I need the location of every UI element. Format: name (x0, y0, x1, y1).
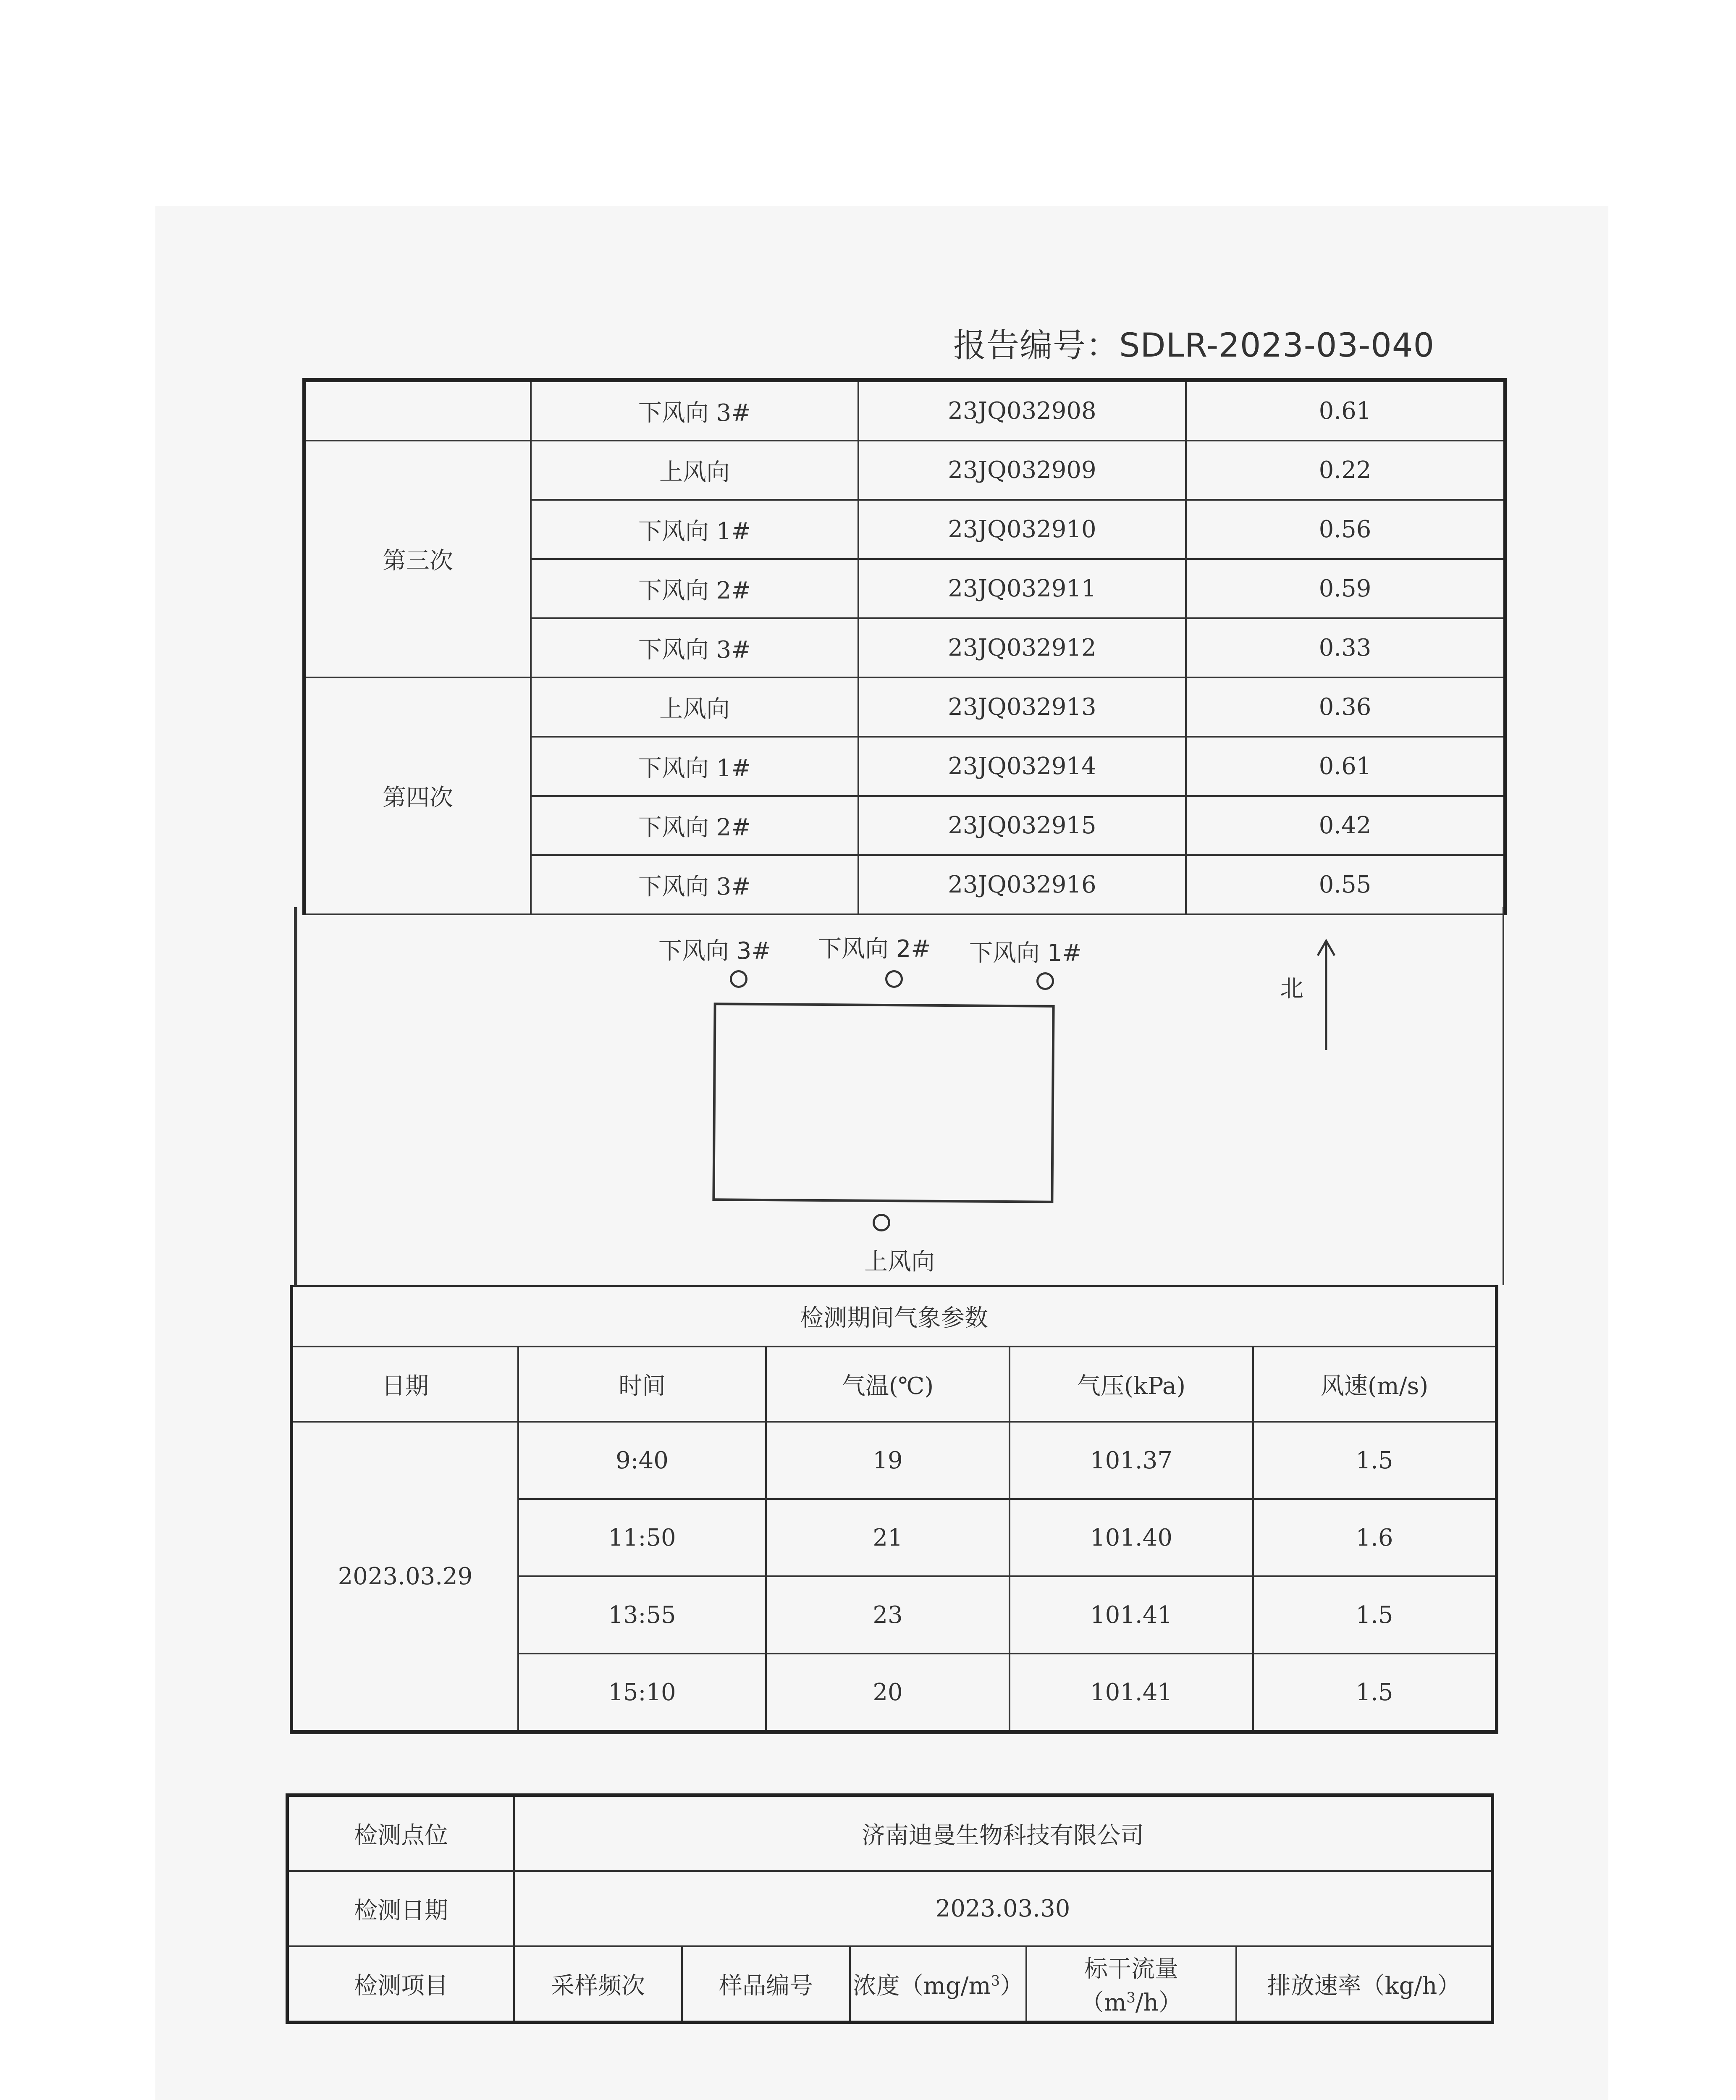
sample-id-cell: 23JQ032914 (858, 737, 1186, 796)
col-header: 风速(m/s) (1253, 1347, 1497, 1422)
north-arrow-icon (1314, 937, 1339, 1054)
wind-cell: 1.6 (1253, 1499, 1497, 1576)
downwind-2-label: 下风向 2# (818, 935, 931, 963)
upwind-label: 上风向 (864, 1248, 935, 1276)
sample-id-cell: 23JQ032909 (858, 441, 1186, 500)
col-header: 排放速率（kg/h） (1236, 1946, 1492, 2022)
sample-id-cell: 23JQ032908 (858, 380, 1186, 441)
time-cell: 9:40 (518, 1422, 766, 1499)
group-cell: 第四次 (304, 677, 531, 914)
wind-cell: 1.5 (1253, 1654, 1497, 1732)
value-cell: 0.61 (1186, 737, 1505, 796)
col-header: 样品编号 (682, 1946, 850, 2022)
value-cell: 0.56 (1186, 500, 1505, 559)
wind-cell: 1.5 (1253, 1576, 1497, 1654)
sample-results-table (302, 378, 1507, 915)
downwind-3-label: 下风向 3# (658, 937, 771, 965)
table-row (291, 1422, 1497, 1499)
temp-cell: 23 (766, 1576, 1010, 1654)
wind-cell: 1.5 (1253, 1422, 1497, 1499)
sample-id-cell: 23JQ032916 (858, 855, 1186, 914)
sample-id-cell: 23JQ032915 (858, 796, 1186, 855)
col-header: 时间 (518, 1347, 766, 1422)
col-header: 采样频次 (514, 1946, 682, 2022)
downwind-2-point-icon (885, 970, 903, 988)
table-row (304, 677, 1505, 737)
point-cell: 上风向 (531, 677, 858, 737)
weather-title: 检测期间气象参数 (291, 1286, 1497, 1347)
time-cell: 15:10 (518, 1654, 766, 1732)
table-row (304, 380, 1505, 441)
value-cell: 0.61 (1186, 380, 1505, 441)
sample-id-cell: 23JQ032911 (858, 559, 1186, 618)
site-value: 济南迪曼生物科技有限公司 (514, 1795, 1492, 1871)
value-cell: 0.42 (1186, 796, 1505, 855)
date-cell: 2023.03.29 (291, 1422, 518, 1732)
time-cell: 13:55 (518, 1576, 766, 1654)
sample-id-cell: 23JQ032912 (858, 618, 1186, 677)
value-cell: 0.33 (1186, 618, 1505, 677)
table-row (304, 441, 1505, 500)
group-cell (304, 380, 531, 441)
pressure-cell: 101.41 (1010, 1576, 1253, 1654)
downwind-3-point-icon (730, 970, 747, 988)
time-cell: 11:50 (518, 1499, 766, 1576)
point-cell: 下风向 2# (531, 559, 858, 618)
point-cell: 下风向 2# (531, 796, 858, 855)
point-cell: 下风向 1# (531, 737, 858, 796)
pressure-cell: 101.40 (1010, 1499, 1253, 1576)
downwind-1-label: 下风向 1# (969, 940, 1082, 967)
point-cell: 上风向 (531, 441, 858, 500)
col-header: 气温(℃) (766, 1347, 1010, 1422)
sample-id-cell: 23JQ032910 (858, 500, 1186, 559)
date-label: 检测日期 (287, 1871, 514, 1946)
point-cell: 下风向 3# (531, 380, 858, 441)
temp-cell: 19 (766, 1422, 1010, 1499)
value-cell: 0.59 (1186, 559, 1505, 618)
report-number: 报告编号：SDLR-2023-03-040 (953, 327, 1435, 365)
col-header: 气压(kPa) (1010, 1347, 1253, 1422)
col-header-concentration: 浓度$(mg/m^3)$ (850, 1946, 1026, 2022)
temp-cell: 21 (766, 1499, 1010, 1576)
table-header-row (287, 1946, 1492, 2022)
col-header-flow: 标干流量 $(m^3/h)$ (1026, 1946, 1236, 2022)
value-cell: 0.22 (1186, 441, 1505, 500)
date-value: 2023.03.30 (514, 1871, 1492, 1946)
downwind-1-point-icon (1036, 972, 1054, 990)
item-label: 检测项目 (287, 1946, 514, 2022)
col-header: 日期 (291, 1347, 518, 1422)
value-cell: 0.55 (1186, 855, 1505, 914)
point-cell: 下风向 1# (531, 500, 858, 559)
site-label: 检测点位 (287, 1795, 514, 1871)
sampling-point-diagram (294, 907, 1504, 1285)
temp-cell: 20 (766, 1654, 1010, 1732)
sample-id-cell: 23JQ032913 (858, 677, 1186, 737)
group-cell: 第三次 (304, 441, 531, 677)
facility-outline (712, 1003, 1054, 1203)
table-header-row (291, 1347, 1497, 1422)
north-label: 北 (1280, 975, 1303, 1003)
point-cell: 下风向 3# (531, 618, 858, 677)
point-cell: 下风向 3# (531, 855, 858, 914)
value-cell: 0.36 (1186, 677, 1505, 737)
next-test-table (286, 1793, 1494, 2024)
upwind-point-icon (873, 1214, 890, 1231)
pressure-cell: 101.41 (1010, 1654, 1253, 1732)
pressure-cell: 101.37 (1010, 1422, 1253, 1499)
weather-table (290, 1285, 1498, 1734)
